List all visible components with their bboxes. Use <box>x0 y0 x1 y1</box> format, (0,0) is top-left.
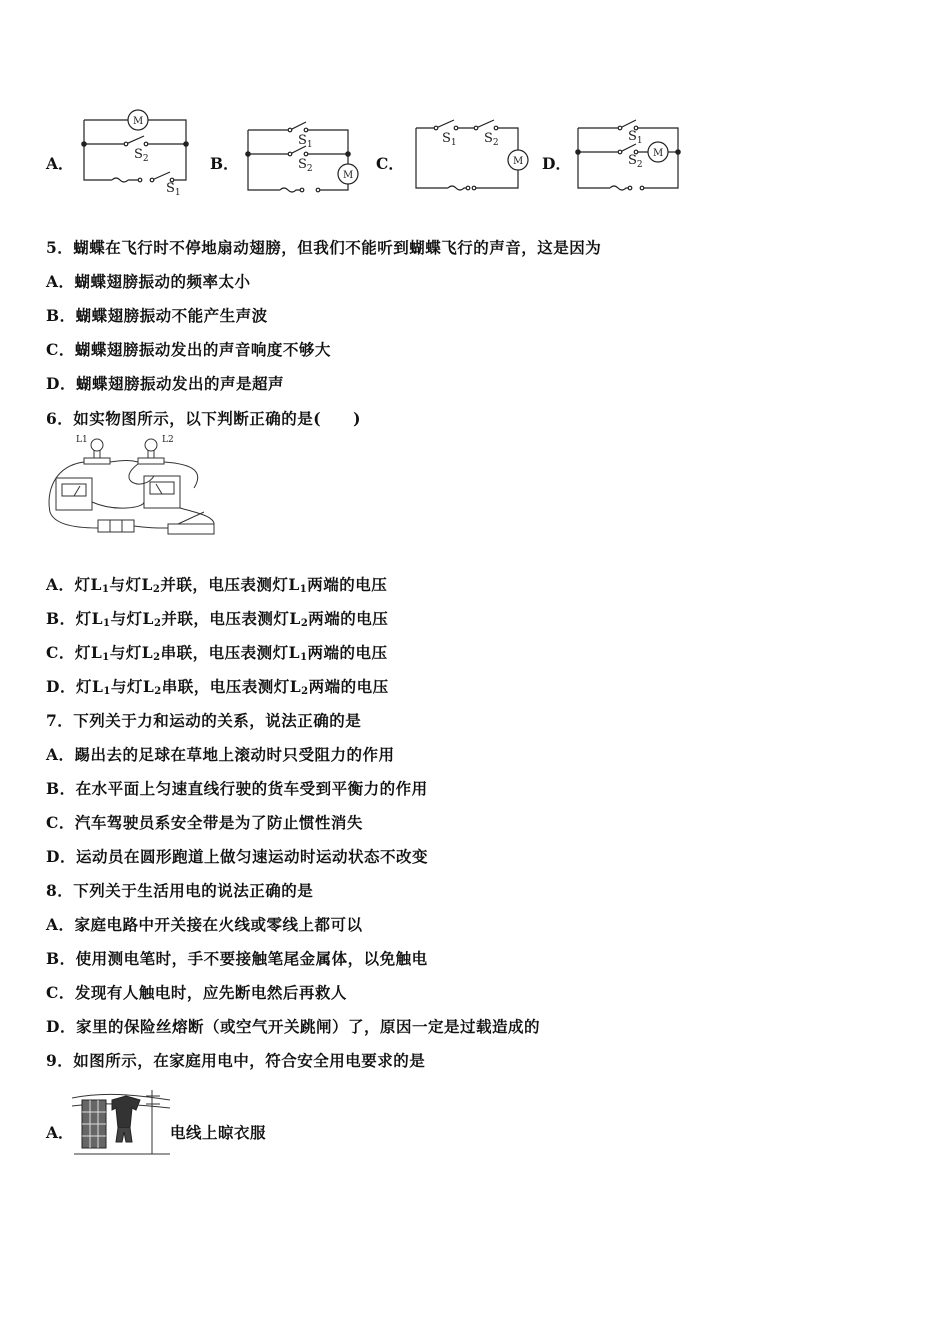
question-6-option-b: B．灯$L_1$与灯$L_2$并联，电压表测灯$L_2$两端的电压 <box>46 609 389 629</box>
circuit-diagram-c <box>408 116 534 196</box>
option-d-label: D． <box>542 154 571 173</box>
option-a-label: A． <box>46 154 74 173</box>
question-5-stem: 5．蝴蝶在飞行时不停地扇动翅膀，但我们不能听到蝴蝶飞行的声音，这是因为 <box>46 238 602 257</box>
question-6-option-a: A．灯$L_1$与灯$L_2$并联，电压表测灯$L_1$两端的电压 <box>46 575 388 595</box>
motor-label-a: M <box>133 116 144 127</box>
question-7-stem: 7．下列关于力和运动的关系，说法正确的是 <box>46 711 362 730</box>
physical-circuit-figure <box>44 432 222 542</box>
question-5-option-d: D．蝴蝶翅膀振动发出的声是超声 <box>46 374 284 393</box>
clothes-on-power-line-figure <box>72 1084 170 1158</box>
switch-s2-label-c: $S_2$ <box>484 131 499 148</box>
question-8-option-b: B．使用测电笔时，手不要接触笔尾金属体，以免触电 <box>46 949 428 968</box>
question-8-option-c: C．发现有人触电时，应先断电然后再救人 <box>46 983 347 1002</box>
option-c-label: C． <box>376 154 404 173</box>
switch-s2-label-a: $S_2$ <box>134 147 149 164</box>
question-5-option-b: B．蝴蝶翅膀振动不能产生声波 <box>46 306 268 325</box>
circuit-diagram-d <box>570 116 686 196</box>
circuit-diagram-b <box>240 118 362 198</box>
motor-label-c: M <box>513 156 524 167</box>
question-5-option-a: A．蝴蝶翅膀振动的频率太小 <box>46 272 251 291</box>
question-6-option-c: C．灯$L_1$与灯$L_2$串联，电压表测灯$L_1$两端的电压 <box>46 643 388 663</box>
question-9-option-a-text: 电线上晾衣服 <box>170 1123 267 1142</box>
question-5-option-c: C．蝴蝶翅膀振动发出的声音响度不够大 <box>46 340 331 359</box>
switch-s1-label-a: $S_1$ <box>166 181 181 196</box>
question-8-stem: 8．下列关于生活用电的说法正确的是 <box>46 881 314 900</box>
lamp-l1-label: L1 <box>76 435 88 445</box>
switch-s1-label-b: $S_1$ <box>298 133 313 150</box>
switch-s2-label-b: $S_2$ <box>298 157 313 174</box>
question-7-option-d: D．运动员在圆形跑道上做匀速运动时运动状态不改变 <box>46 847 428 866</box>
question-9-stem: 9．如图所示，在家庭用电中，符合安全用电要求的是 <box>46 1051 426 1070</box>
switch-s1-label-d: $S_1$ <box>628 129 643 146</box>
option-b-label: B． <box>210 154 239 173</box>
lamp-l2-label: L2 <box>162 435 174 445</box>
question-6-stem: 6．如实物图所示，以下判断正确的是( ) <box>46 409 361 428</box>
motor-label-b: M <box>343 170 354 181</box>
question-7-option-a: A．踢出去的足球在草地上滚动时只受阻力的作用 <box>46 745 395 764</box>
question-7-option-b: B．在水平面上匀速直线行驶的货车受到平衡力的作用 <box>46 779 428 798</box>
switch-s2-label-d: $S_2$ <box>628 153 643 170</box>
question-8-option-d: D．家里的保险丝熔断（或空气开关跳闸）了，原因一定是过载造成的 <box>46 1017 540 1036</box>
motor-label-d: M <box>653 148 664 159</box>
question-6-option-d: D．灯$L_1$与灯$L_2$串联，电压表测灯$L_2$两端的电压 <box>46 677 389 697</box>
question-7-option-c: C．汽车驾驶员系安全带是为了防止惯性消失 <box>46 813 363 832</box>
switch-s1-label-c: $S_1$ <box>442 131 457 148</box>
circuit-diagram-a <box>78 108 194 196</box>
question-9-option-a-label: A． <box>46 1123 74 1142</box>
question-8-option-a: A．家庭电路中开关接在火线或零线上都可以 <box>46 915 363 934</box>
